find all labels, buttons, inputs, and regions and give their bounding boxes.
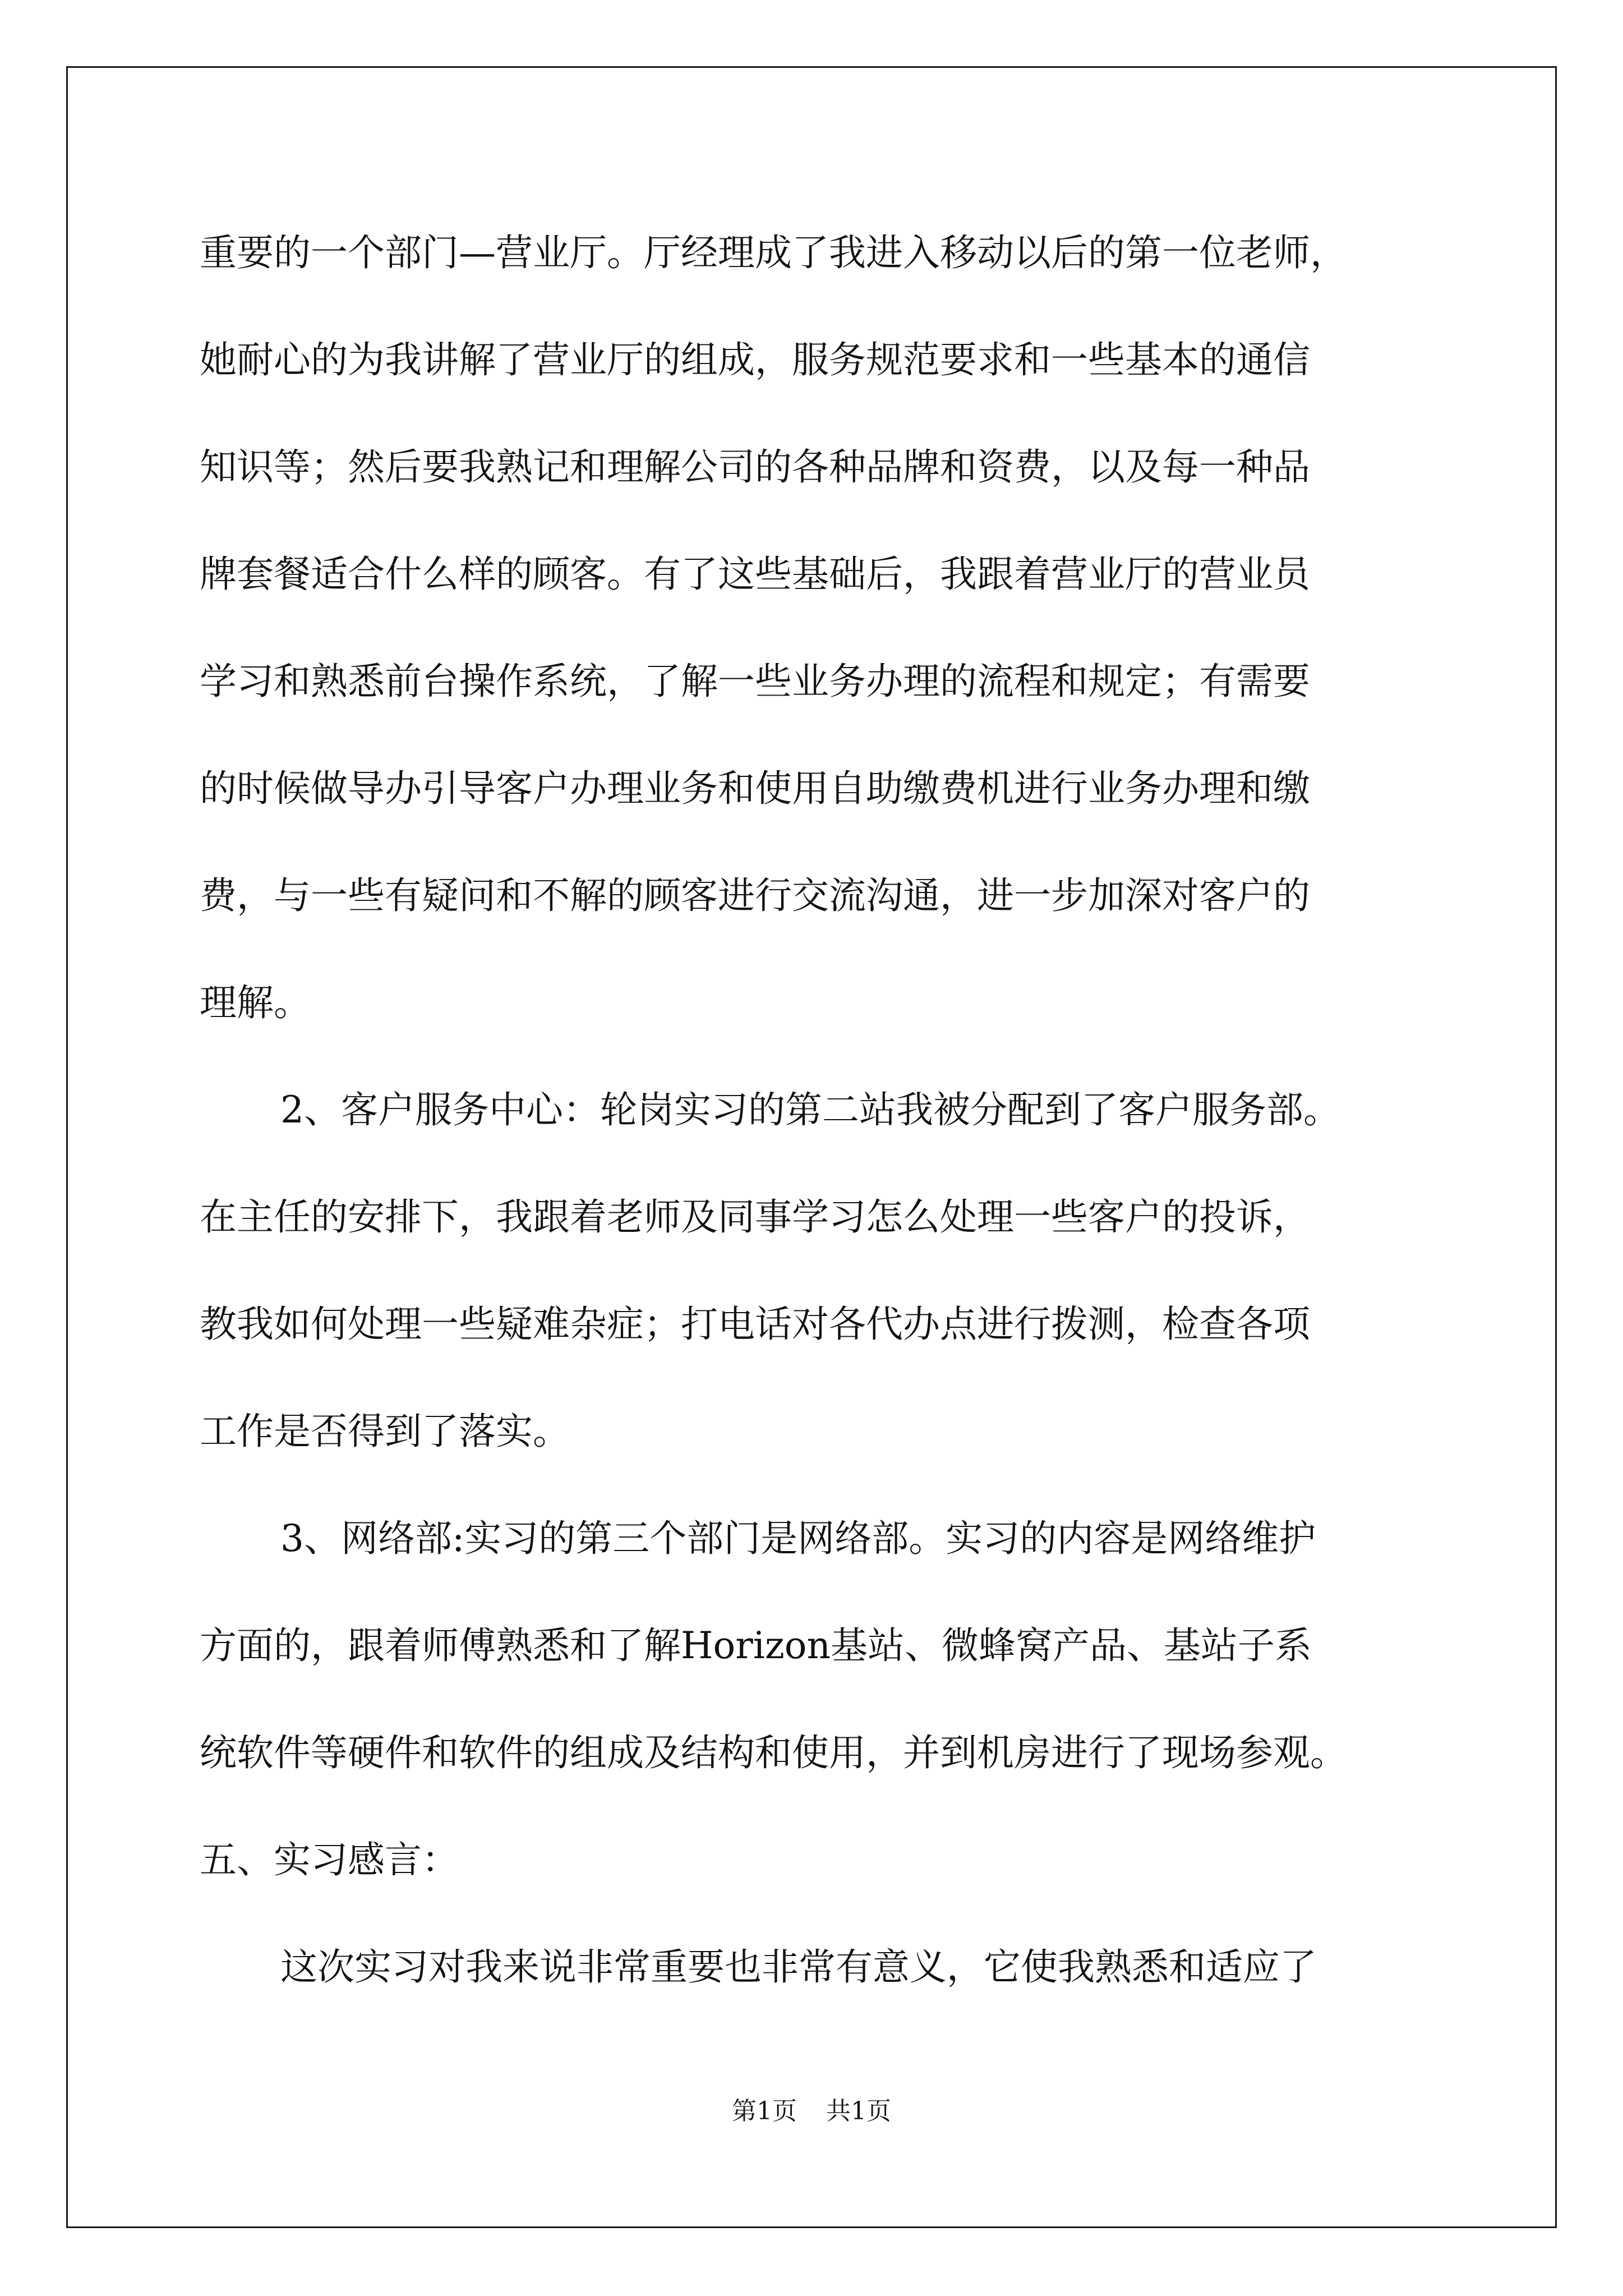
text-line: 教我如何处理一些疑难杂症；打电话对各代办点进行拨测，检查各项 <box>200 1303 1310 1346</box>
text-line: 在主任的安排下，我跟着老师及同事学习怎么处理一些客户的投诉， <box>200 1195 1310 1239</box>
text-line: 方面的，跟着师傅熟悉和了解Horizon基站、微蜂窝产品、基站子系 <box>200 1624 1312 1667</box>
text-line: 的时候做导办引导客户办理业务和使用自助缴费机进行业务办理和缴 <box>200 767 1310 810</box>
page-footer <box>0 2099 1623 2124</box>
text-line: 这次实习对我来说非常重要也非常有意义，它使我熟悉和适应了 <box>280 1945 1317 1989</box>
text-line: 3、网络部:实习的第三个部门是网络部。实习的内容是网络维护 <box>280 1517 1316 1560</box>
text-line: 费，与一些有疑问和不解的顾客进行交流沟通，进一步加深对客户的 <box>200 874 1310 917</box>
page-total: 共1页 <box>826 2097 891 2125</box>
text-line: 牌套餐适合什么样的顾客。有了这些基础后，我跟着营业厅的营业员 <box>200 553 1310 596</box>
page-number: 第1页 <box>732 2097 797 2125</box>
text-line: 工作是否得到了落实。 <box>200 1410 570 1453</box>
page-border <box>66 66 1557 2228</box>
text-line: 统软件等硬件和软件的组成及结构和使用，并到机房进行了现场参观。 <box>200 1731 1347 1774</box>
text-line: 2、客户服务中心：轮岗实习的第二站我被分配到了客户服务部。 <box>280 1088 1340 1131</box>
text-line: 她耐心的为我讲解了营业厅的组成，服务规范要求和一些基本的通信 <box>200 338 1310 381</box>
text-line: 理解。 <box>200 981 311 1024</box>
text-line: 学习和熟悉前台操作系统，了解一些业务办理的流程和规定；有需要 <box>200 660 1310 703</box>
section-heading: 五、实习感言： <box>200 1838 459 1881</box>
text-line: 知识等；然后要我熟记和理解公司的各种品牌和资费，以及每一种品 <box>200 445 1310 489</box>
text-line: 重要的一个部门—营业厅。厅经理成了我进入移动以后的第一位老师， <box>200 231 1347 274</box>
